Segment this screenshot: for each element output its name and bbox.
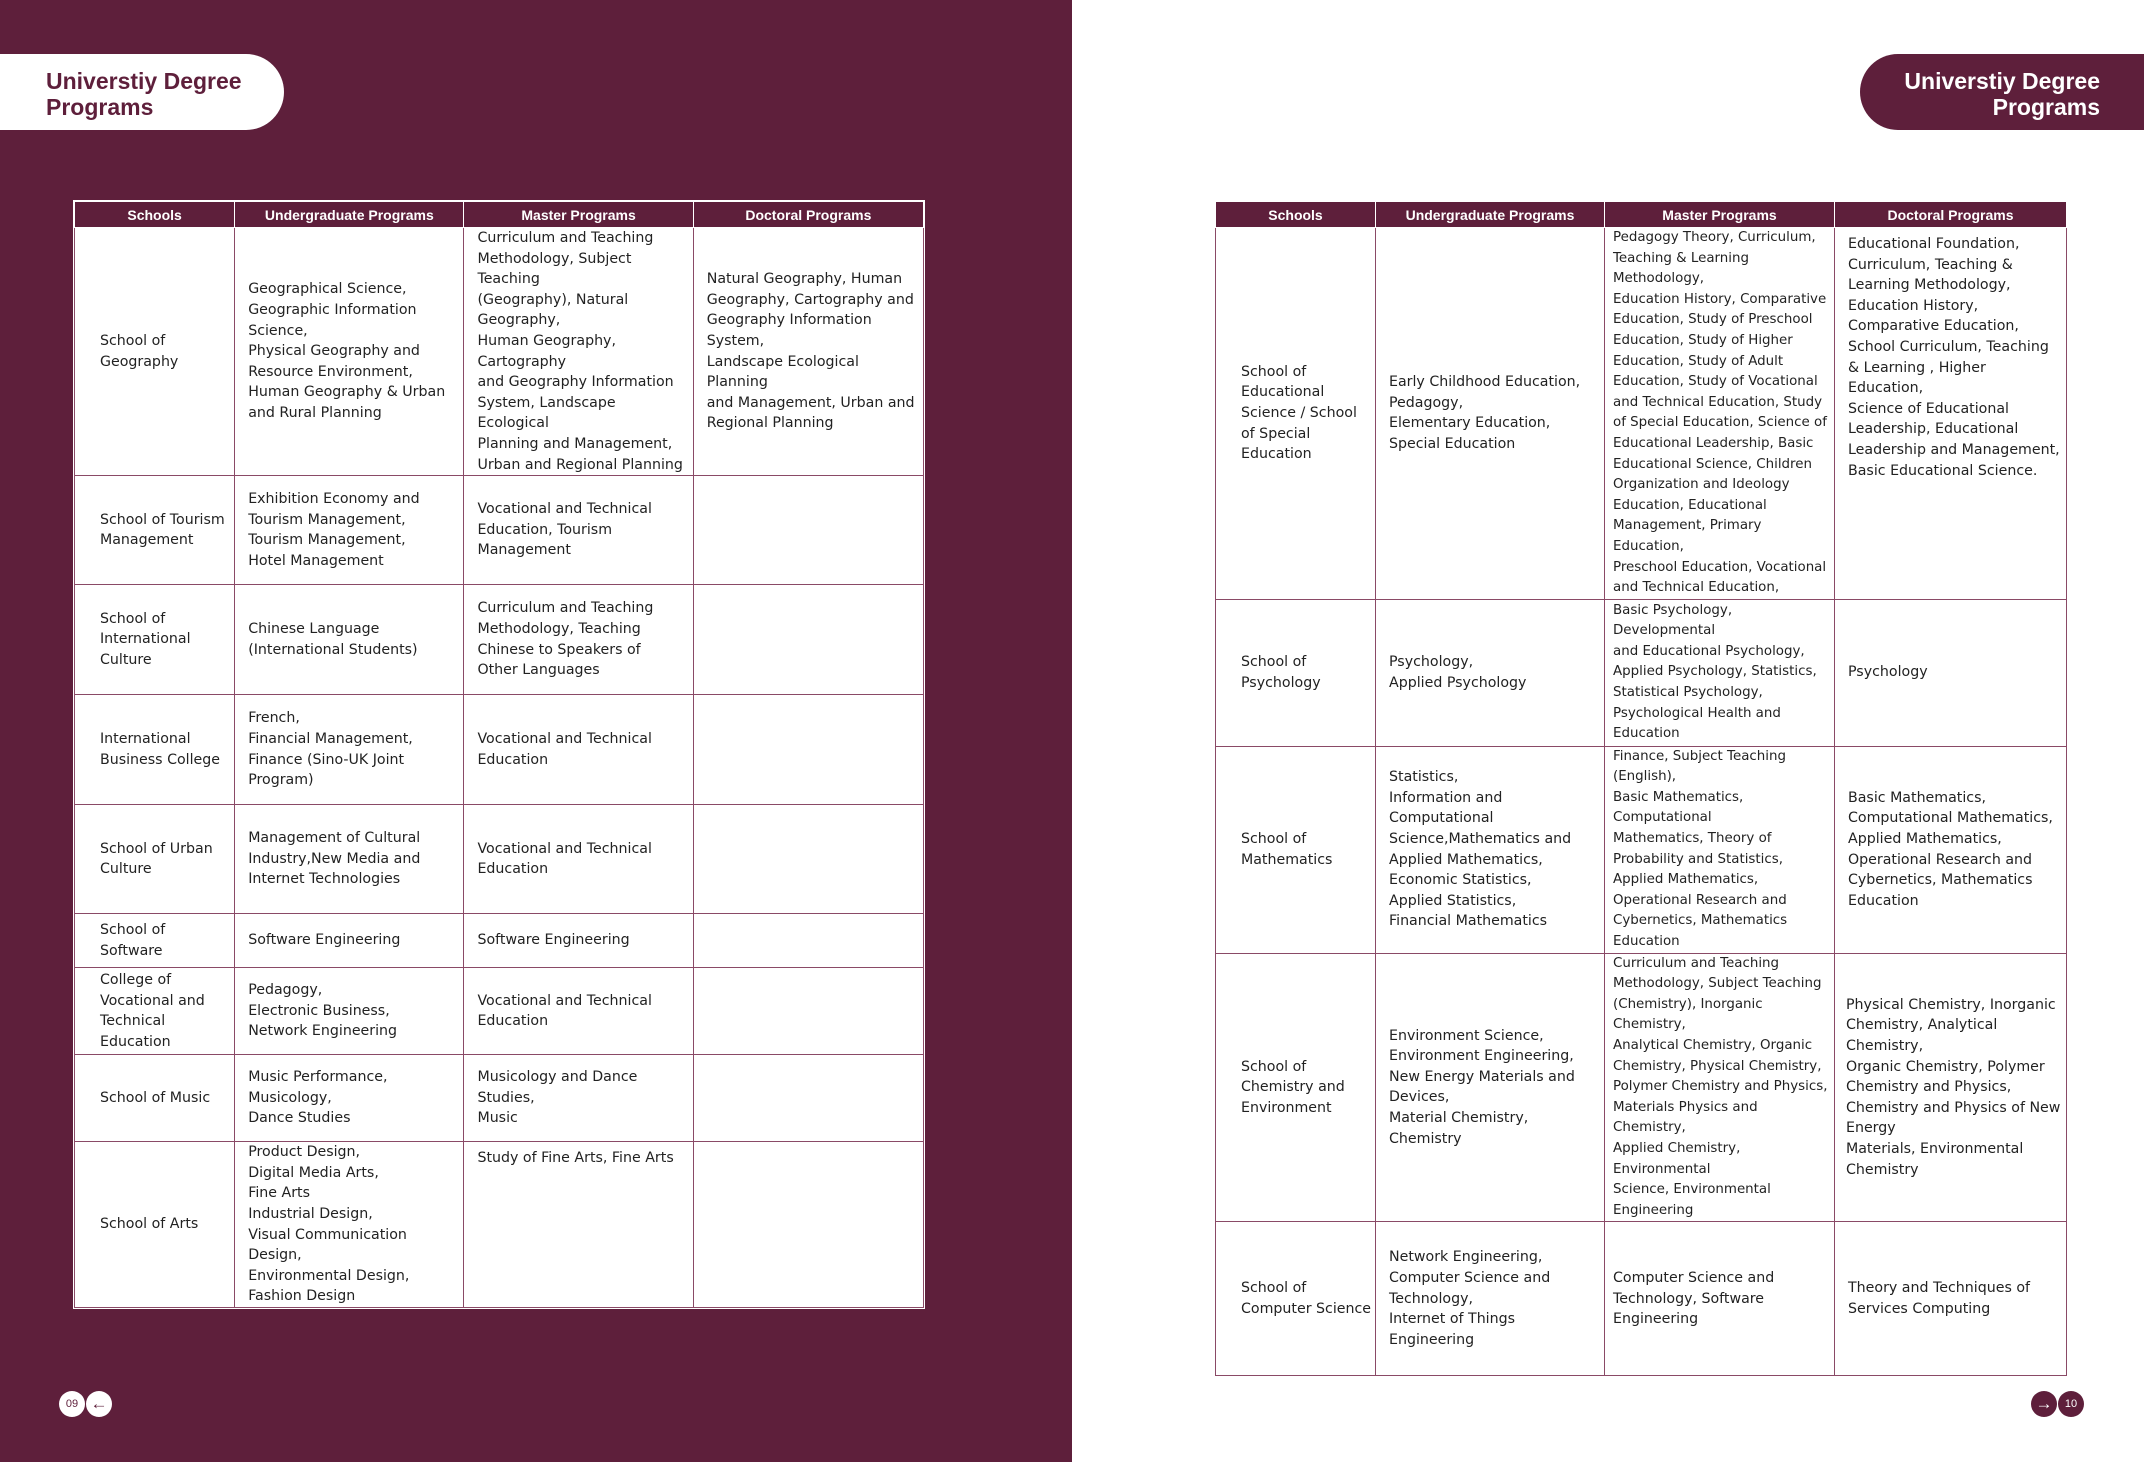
master-cell: Curriculum and Teaching Methodology, Teaching Chinese to Speakers of Other Languages <box>464 585 693 695</box>
school-cell: International Business College <box>75 695 235 805</box>
doctoral-cell: Natural Geography, Human Geography, Cartography and Geography Information System, Landscape Ecological Planning and Management, Urban and Regional Planning <box>693 228 923 476</box>
table-row <box>75 585 924 695</box>
undergraduate-cell: Product Design, Digital Media Arts, Fine Arts Industrial Design, Visual Communication Design, Environmental Design, Fashion Design <box>235 1142 464 1308</box>
school-cell: School of Software <box>75 914 235 968</box>
school-cell: School of Educational Science / School of Special Education <box>1216 228 1376 600</box>
table-row <box>75 1055 924 1142</box>
degree-programs-table-right <box>1215 201 2067 1376</box>
table-row <box>75 228 924 476</box>
page-title-right: Universtiy Degree Programs <box>1860 54 2144 130</box>
table-row <box>1216 1222 2067 1376</box>
table-row <box>75 805 924 914</box>
undergraduate-cell: French, Financial Management, Finance (Sino-UK Joint Program) <box>235 695 464 805</box>
school-cell: College of Vocational and Technical Education <box>75 968 235 1055</box>
arrow-left-icon[interactable]: ← <box>86 1391 112 1417</box>
doctoral-cell: Basic Mathematics, Computational Mathematics, Applied Mathematics, Operational Research and Cybernetics, Mathematics Education <box>1835 746 2067 953</box>
doctoral-cell: Educational Foundation, Curriculum, Teaching & Learning Methodology, Education History, Comparative Education, School Curriculum, Teaching & Learning , Higher Education, Science of Educational Leadership, Educational Leadership and Management, Basic Educational Science. <box>1835 228 2067 600</box>
master-cell: Vocational and Technical Education <box>464 968 693 1055</box>
school-cell: School of International Culture <box>75 585 235 695</box>
doctoral-cell <box>693 968 923 1055</box>
master-cell: Software Engineering <box>464 914 693 968</box>
master-cell: Vocational and Technical Education <box>464 805 693 914</box>
master-cell: Curriculum and Teaching Methodology, Subject Teaching (Chemistry), Inorganic Chemistry, Analytical Chemistry, Organic Chemistry, Physical Chemistry, Polymer Chemistry and Physics, Materials Physics and Chemistry, Applied Chemistry, Environmental Science, Environmental Engineering <box>1605 953 1835 1222</box>
page-title-left: Universtiy Degree Programs <box>0 54 284 130</box>
table-row <box>75 695 924 805</box>
doctoral-cell <box>693 585 923 695</box>
undergraduate-cell: Environment Science, Environment Engineering, New Energy Materials and Devices, Material Chemistry, Chemistry <box>1376 953 1605 1222</box>
right-page <box>1072 0 2144 1462</box>
school-cell: School of Mathematics <box>1216 746 1376 953</box>
doctoral-cell: Psychology <box>1835 599 2067 746</box>
school-cell: School of Chemistry and Environment <box>1216 953 1376 1222</box>
header-undergraduate: Undergraduate Programs <box>1376 202 1605 228</box>
arrow-right-icon[interactable]: → <box>2031 1391 2057 1417</box>
header-schools: Schools <box>1216 202 1376 228</box>
undergraduate-cell: Music Performance, Musicology, Dance Studies <box>235 1055 464 1142</box>
doctoral-cell <box>693 1142 923 1308</box>
header-doctoral: Doctoral Programs <box>693 202 923 228</box>
master-cell: Vocational and Technical Education <box>464 695 693 805</box>
undergraduate-cell: Psychology, Applied Psychology <box>1376 599 1605 746</box>
school-cell: School of Arts <box>75 1142 235 1308</box>
master-cell: Musicology and Dance Studies, Music <box>464 1055 693 1142</box>
master-cell: Pedagogy Theory, Curriculum, Teaching & Learning Methodology, Education History, Comparative Education, Study of Preschool Education, Study of Higher Education, Study of Adult Education, Study of Vocational and Technical Education, Study of Special Education, Science of Educational Leadership, Basic Educational Science, Children Organization and Ideology Education, Educational Management, Primary Education, Preschool Education, Vocational and Technical Education, <box>1605 228 1835 600</box>
master-cell: Computer Science and Technology, Software Engineering <box>1605 1222 1835 1376</box>
header-undergraduate: Undergraduate Programs <box>235 202 464 228</box>
school-cell: School of Music <box>75 1055 235 1142</box>
table-row <box>75 1142 924 1308</box>
doctoral-cell <box>693 805 923 914</box>
table-header-row <box>1216 202 2067 228</box>
degree-programs-table-left <box>74 201 924 1308</box>
school-cell: School of Psychology <box>1216 599 1376 746</box>
table-row <box>1216 746 2067 953</box>
header-doctoral: Doctoral Programs <box>1835 202 2067 228</box>
school-cell: School of Tourism Management <box>75 476 235 585</box>
table-row <box>75 476 924 585</box>
school-cell: School of Geography <box>75 228 235 476</box>
master-cell: Basic Psychology, Developmental and Educational Psychology, Applied Psychology, Statistics, Statistical Psychology, Psychological Health and Education <box>1605 599 1835 746</box>
master-cell: Study of Fine Arts, Fine Arts <box>464 1142 693 1308</box>
undergraduate-cell: Geographical Science, Geographic Information Science, Physical Geography and Resource Environment, Human Geography & Urban and Rural Planning <box>235 228 464 476</box>
doctoral-cell <box>693 476 923 585</box>
table-row <box>1216 953 2067 1222</box>
undergraduate-cell: Management of Cultural Industry,New Media and Internet Technologies <box>235 805 464 914</box>
undergraduate-cell: Exhibition Economy and Tourism Management, Tourism Management, Hotel Management <box>235 476 464 585</box>
doctoral-cell <box>693 695 923 805</box>
table-header-row <box>75 202 924 228</box>
header-master: Master Programs <box>464 202 693 228</box>
table-row <box>1216 228 2067 600</box>
undergraduate-cell: Statistics, Information and Computational Science,Mathematics and Applied Mathematics, Economic Statistics, Applied Statistics, Financial Mathematics <box>1376 746 1605 953</box>
master-cell: Vocational and Technical Education, Tourism Management <box>464 476 693 585</box>
doctoral-cell: Theory and Techniques of Services Computing <box>1835 1222 2067 1376</box>
undergraduate-cell: Chinese Language (International Students) <box>235 585 464 695</box>
undergraduate-cell: Network Engineering, Computer Science and Technology, Internet of Things Engineering <box>1376 1222 1605 1376</box>
school-cell: School of Computer Science <box>1216 1222 1376 1376</box>
page-number-left: 09 <box>59 1391 85 1417</box>
doctoral-cell <box>693 1055 923 1142</box>
undergraduate-cell: Pedagogy, Electronic Business, Network Engineering <box>235 968 464 1055</box>
header-master: Master Programs <box>1605 202 1835 228</box>
master-cell: Finance, Subject Teaching (English), Basic Mathematics, Computational Mathematics, Theory of Probability and Statistics, Applied Mathematics, Operational Research and Cybernetics, Mathematics Education <box>1605 746 1835 953</box>
master-cell: Curriculum and Teaching Methodology, Subject Teaching (Geography), Natural Geography, Human Geography, Cartography and Geography Information System, Landscape Ecological Planning and Management, Urban and Regional Planning <box>464 228 693 476</box>
doctoral-cell: Physical Chemistry, Inorganic Chemistry, Analytical Chemistry, Organic Chemistry, Polymer Chemistry and Physics, Chemistry and Physics of New Energy Materials, Environmental Chemistry <box>1835 953 2067 1222</box>
table-row <box>75 968 924 1055</box>
doctoral-cell <box>693 914 923 968</box>
undergraduate-cell: Early Childhood Education, Pedagogy, Elementary Education, Special Education <box>1376 228 1605 600</box>
table-row <box>1216 599 2067 746</box>
school-cell: School of Urban Culture <box>75 805 235 914</box>
table-row <box>75 914 924 968</box>
page-number-right: 10 <box>2058 1391 2084 1417</box>
header-schools: Schools <box>75 202 235 228</box>
undergraduate-cell: Software Engineering <box>235 914 464 968</box>
